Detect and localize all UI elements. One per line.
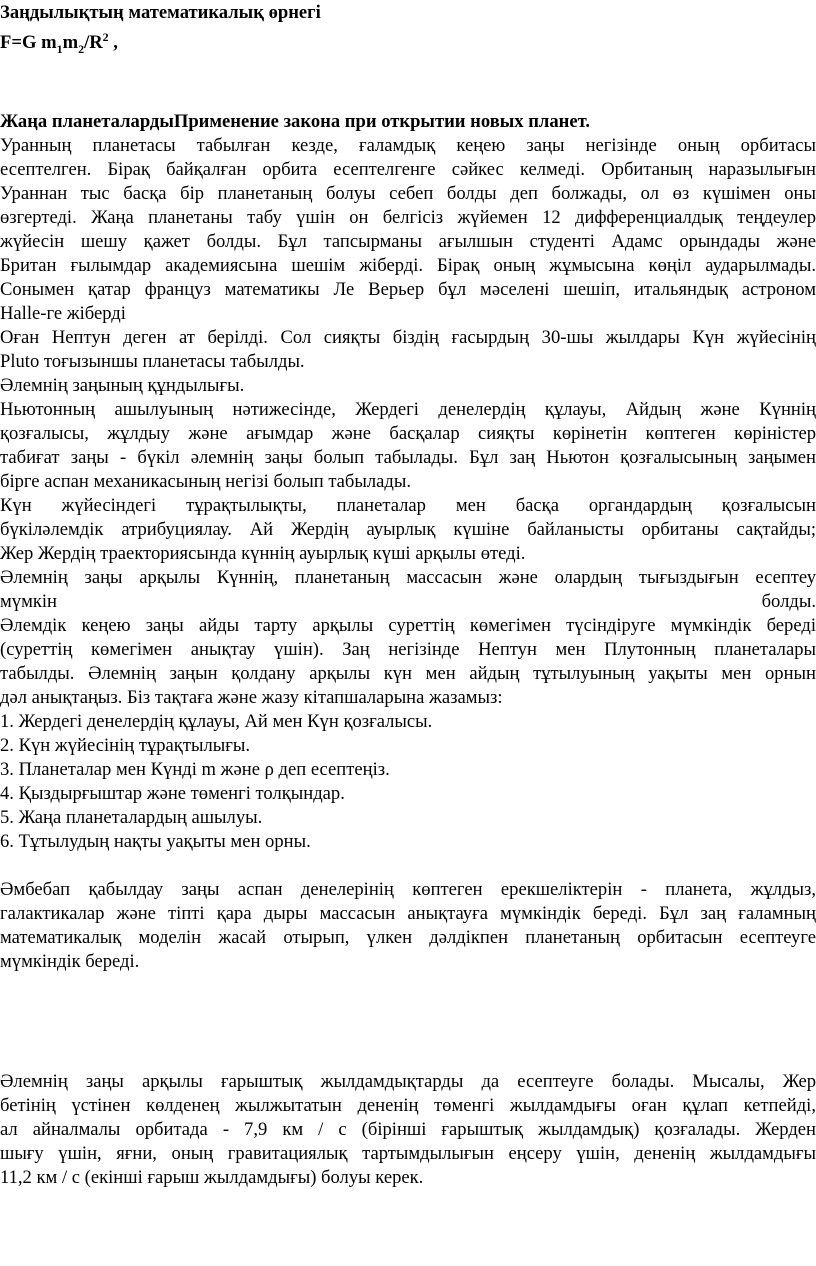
list-item: 1. Жердегі денелердің құлауы, Ай мен Күн қозғалысы. bbox=[0, 710, 433, 732]
list-item: 6. Тұтылудың нақты уақыты мен орны. bbox=[0, 830, 311, 852]
text-line: Ураннан тыс басқа бір планетаның болуы себеп болды деп болжады, ол өз күшімен оны bbox=[0, 182, 816, 204]
list-item: 3. Планеталар мен Күнді m және ρ деп есептеңіз. bbox=[0, 758, 390, 780]
text-line: Оған Нептун деген ат берілді. Сол сияқты біздің ғасырдың 30-шы жылдары Күн жүйесінің bbox=[0, 326, 816, 348]
formula-sup: 2 bbox=[102, 30, 109, 44]
text-line: шығу үшін, яғни, оның гравитациялық тартымдылығын еңсеру үшін, дененің жылдамдығы bbox=[0, 1142, 816, 1164]
text-line: есептелген. Бірақ байқалған орбита есептелгенге сәйкес келмеді. Орбитаның наразылығын bbox=[0, 158, 816, 180]
text-line: жүйесін шешу қажет болды. Бұл тапсырманы ағылшын студенті Адамс орындады және bbox=[0, 230, 816, 252]
text-line: Жер Жердің траекториясында күннің ауырлық күші арқылы өтеді. bbox=[0, 542, 526, 564]
section-heading: Жаңа планеталардыПрименение закона при открытии новых планет. bbox=[0, 110, 590, 132]
text-line: бірге аспан механикасының негізі болып табылады. bbox=[0, 470, 412, 492]
paragraph-newton-discovery bbox=[0, 398, 816, 494]
list-item: 4. Қыздырғыштар және төменгі толқындар. bbox=[0, 782, 345, 804]
formula-slash-r: /R bbox=[84, 32, 103, 54]
text-line: мүмкін болды. bbox=[0, 590, 816, 612]
text-line: Әмбебап қабылдау заңы аспан денелерінің көптеген ерекшеліктерін - планета, жұлдыз, bbox=[0, 878, 816, 900]
text-line: Күн жүйесіндегі тұрақтылықты, планеталар мен басқа органдардың қозғалысын bbox=[0, 494, 816, 516]
text-line: табиғат заңы - бүкіл әлемнің заңы болып табылады. Бұл заң Ньютон қозғалысының заңымен bbox=[0, 446, 816, 468]
text-line: табылды. Әлемнің заңын қолдану арқылы күн мен айдың тұтылуының уақыты мен орнын bbox=[0, 662, 816, 684]
formula-suffix: , bbox=[108, 32, 118, 54]
text-line: Британ ғылымдар академиясына шешім жіберді. Бірақ оның жұмысына көңіл аударылмады. bbox=[0, 254, 816, 276]
text-line: Halle-ге жіберді bbox=[0, 302, 126, 324]
paragraph-planet-discovery bbox=[0, 134, 816, 326]
text-line: Pluto тоғызыншы планетасы табылды. bbox=[0, 350, 305, 372]
paragraph-neptune-pluto bbox=[0, 326, 816, 374]
text-line: Сонымен қатар француз математикы Ле Верьер бұл мәселені шешіп, итальяндық астроном bbox=[0, 278, 816, 300]
text-line: мүмкіндік береді. bbox=[0, 950, 140, 972]
paragraph-solar-stability bbox=[0, 494, 816, 566]
text-line: 11,2 км / с (екінші ғарыш жылдамдығы) болуы керек. bbox=[0, 1166, 424, 1188]
numbered-list bbox=[0, 710, 816, 854]
gravity-formula bbox=[0, 25, 816, 62]
text-line: дәл анықтаңыз. Біз тақтаға және жазу кітапшаларына жазамыз: bbox=[0, 686, 503, 708]
formula-mid: m bbox=[62, 32, 79, 54]
text-line: математикалық моделін жасай отырып, үлкен дәлдікпен планетаның орбитасын есептеуге bbox=[0, 926, 816, 948]
text-line: галактикалар және тіпті қара дыры массасын анықтауға мүмкіндік береді. Бұл заң ғаламның bbox=[0, 902, 816, 924]
formula-sub2: 2 bbox=[78, 41, 85, 56]
paragraph-law-value bbox=[0, 374, 816, 398]
text-line: қозғалысы, жұлдыу және ағымдар және басқалар сияқты көрінетін көптеген көріністер bbox=[0, 422, 816, 444]
paragraph-moon-attraction bbox=[0, 614, 816, 710]
paragraph-cosmic-velocities bbox=[0, 1070, 816, 1190]
list-item: 5. Жаңа планеталардың ашылуы. bbox=[0, 806, 263, 828]
text-line: өзгертеді. Жаңа планетаны табу үшін он белгісіз жүйемен 12 дифференциалдық теңдеулер bbox=[0, 206, 816, 228]
text-line: Ньютонның ашылуының нәтижесінде, Жердегі денелердің құлауы, Айдың және Күннің bbox=[0, 398, 816, 420]
text-line: (суреттің көмегімен анықтау үшін). Заң негізінде Нептун мен Плутонның планеталары bbox=[0, 638, 816, 660]
text-line: Әлемдік кеңею заңы айды тарту арқылы суреттің көмегімен түсіндіруге мүмкіндік береді bbox=[0, 614, 816, 636]
paragraph-universal-law bbox=[0, 878, 816, 974]
text-line: бүкіләлемдік атрибуциялау. Ай Жердің ауырлық күшіне байланысты орбитаны сақтайды; bbox=[0, 518, 816, 540]
paragraph-mass-density bbox=[0, 566, 816, 614]
formula-sub1: 1 bbox=[56, 41, 63, 56]
text-line: Әлемнің заңы арқылы ғарыштық жылдамдықтарды да есептеуге болады. Мысалы, Жер bbox=[0, 1070, 816, 1092]
formula-prefix: F=G m bbox=[0, 32, 57, 54]
text-line: Уранның планетасы табылған кезде, ғаламдық кеңею заңы негізінде оның орбитасы bbox=[0, 134, 816, 156]
text-line: бетінің үстінен көлденең жылжытатын дененің төменгі жылдамдығы оған құлап кетпейді, bbox=[0, 1094, 816, 1116]
text-line: Әлемнің заңының құндылығы. bbox=[0, 374, 245, 396]
document-title: Заңдылықтың математикалық өрнегі bbox=[0, 2, 321, 23]
text-line: ал айналмалы орбитада - 7,9 км / с (бірінші ғарыштық жылдамдық) қозғалады. Жерден bbox=[0, 1118, 816, 1140]
list-item: 2. Күн жүйесінің тұрақтылығы. bbox=[0, 734, 250, 756]
text-line: Әлемнің заңы арқылы Күннің, планетаның массасын және олардың тығыздығын есептеу bbox=[0, 566, 816, 588]
